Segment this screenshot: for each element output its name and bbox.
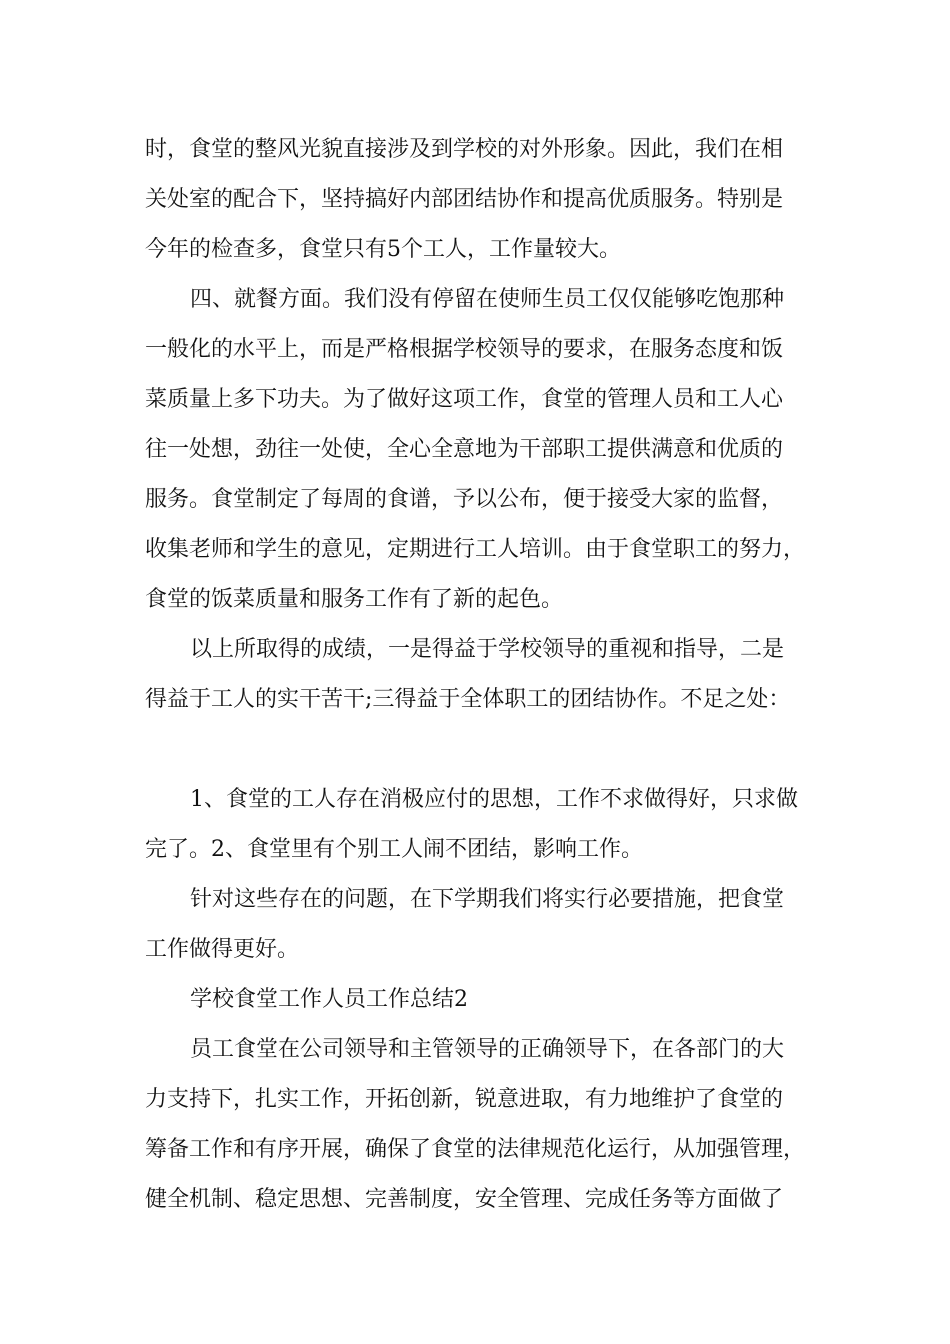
text-line: 以上所取得的成绩，一是得益于学校领导的重视和指导，二是 bbox=[190, 637, 785, 662]
text-line: 关处室的配合下，坚持搞好内部团结协作和提高优质服务。特别是 bbox=[145, 187, 784, 212]
section-heading: 学校食堂工作人员工作总结2 bbox=[190, 987, 468, 1012]
text-line: 工作做得更好。 bbox=[145, 937, 300, 962]
text-line: 健全机制、稳定思想、完善制度，安全管理、完成任务等方面做了 bbox=[145, 1187, 784, 1212]
text-line: 四、就餐方面。我们没有停留在使师生员工仅仅能够吃饱那种 bbox=[190, 287, 785, 312]
text-line: 收集老师和学生的意见，定期进行工人培训。由于食堂职工的努力， bbox=[145, 537, 806, 562]
text-line: 今年的检查多，食堂只有5个工人，工作量较大。 bbox=[145, 237, 621, 262]
text-line: 完了。2、食堂里有个别工人闹不团结，影响工作。 bbox=[145, 837, 643, 862]
text-line: 筹备工作和有序开展，确保了食堂的法律规范化运行，从加强管理， bbox=[145, 1137, 806, 1162]
text-line: 力支持下，扎实工作，开拓创新，锐意进取，有力地维护了食堂的 bbox=[145, 1087, 784, 1112]
text-line: 食堂的饭菜质量和服务工作有了新的起色。 bbox=[145, 587, 564, 612]
text-line: 一般化的水平上，而是严格根据学校领导的要求，在服务态度和饭 bbox=[145, 337, 784, 362]
text-line: 得益于工人的实干苦干;三得益于全体职工的团结协作。不足之处： bbox=[145, 687, 791, 712]
text-line: 菜质量上多下功夫。为了做好这项工作，食堂的管理人员和工人心 bbox=[145, 387, 784, 412]
text-line: 时，食堂的整风光貌直接涉及到学校的对外形象。因此，我们在相 bbox=[145, 137, 784, 162]
text-line: 服务。食堂制定了每周的食谱，予以公布，便于接受大家的监督， bbox=[145, 487, 784, 512]
text-line: 1、食堂的工人存在消极应付的思想，工作不求做得好，只求做 bbox=[190, 787, 798, 812]
text-line: 针对这些存在的问题，在下学期我们将实行必要措施，把食堂 bbox=[190, 887, 785, 912]
text-line: 往一处想，劲往一处使，全心全意地为干部职工提供满意和优质的 bbox=[145, 437, 784, 462]
text-line: 员工食堂在公司领导和主管领导的正确领导下，在各部门的大 bbox=[190, 1037, 785, 1062]
